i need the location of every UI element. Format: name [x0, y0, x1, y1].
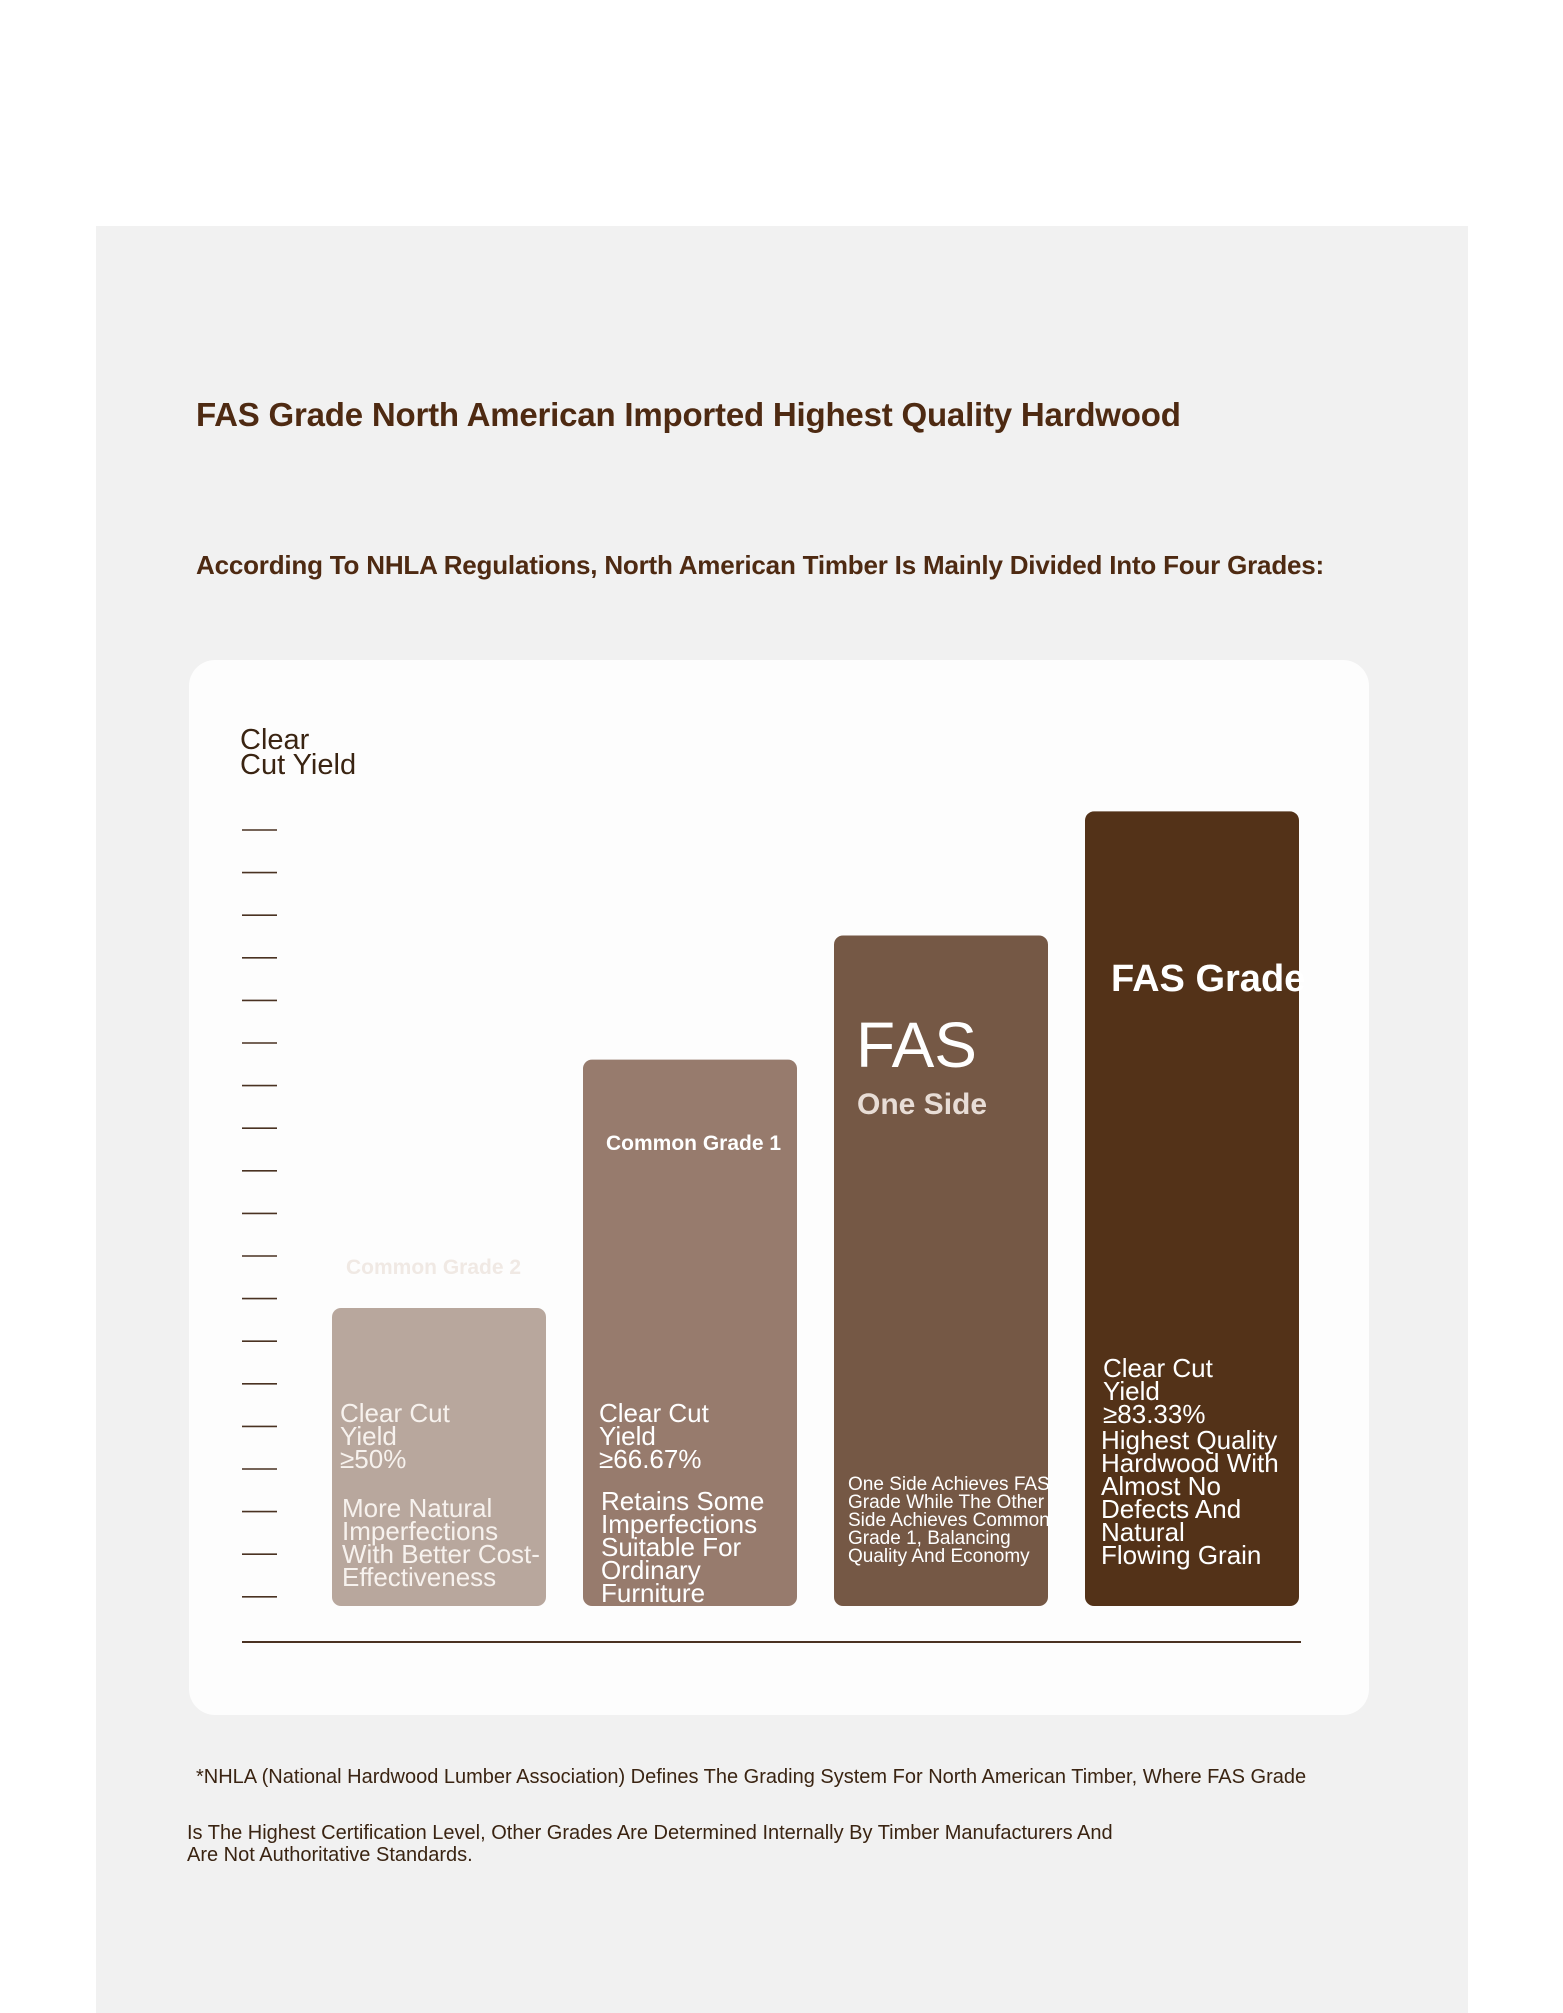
bar-yield-common-grade-1: Clear Cut Yield ≥66.67% [599, 1398, 709, 1474]
y-axis-label: Clear Cut Yield [240, 724, 357, 781]
bar-label-common-grade-1: Common Grade 1 [606, 1132, 782, 1155]
page-title: FAS Grade North American Imported Highest Quality Hardwood [196, 396, 1181, 433]
footnote-line-3: Are Not Authoritative Standards. [187, 1844, 473, 1866]
footnote-line-2: Is The Highest Certification Level, Other Grades Are Determined Internally By Timber Manufacturers And [187, 1822, 1113, 1844]
bar-desc-fas-one-side: One Side Achieves FAS Grade While The Other Side Achieves Common Grade 1, Balancing Quality And Economy [848, 1474, 1050, 1567]
bar-desc-fas-grade: Highest Quality Hardwood With Almost No Defects And Natural Flowing Grain [1101, 1425, 1279, 1570]
bar-label-fas-grade: FAS Grade [1111, 958, 1306, 1000]
footnote-line-1: *NHLA (National Hardwood Lumber Association) Defines The Grading System For North American Timber, Where FAS Grade [196, 1766, 1307, 1788]
page-subtitle: According To NHLA Regulations, North American Timber Is Mainly Divided Into Four Grades: [196, 550, 1324, 580]
bar-desc-common-grade-1: Retains Some Imperfections Suitable For Ordinary Furniture [601, 1490, 765, 1608]
bar-label-common-grade-2: Common Grade 2 [346, 1256, 522, 1279]
bar-yield-fas-grade: Clear Cut Yield ≥83.33% [1103, 1353, 1213, 1429]
bar-sublabel-fas-one-side: One Side [857, 1088, 988, 1121]
bar-label-fas-one-side: FAS [856, 1009, 977, 1081]
bar-yield-common-grade-2: Clear Cut Yield ≥50% [340, 1398, 450, 1474]
bar-desc-common-grade-2: More Natural Imperfections With Better Cost-Effectiveness [342, 1493, 540, 1592]
